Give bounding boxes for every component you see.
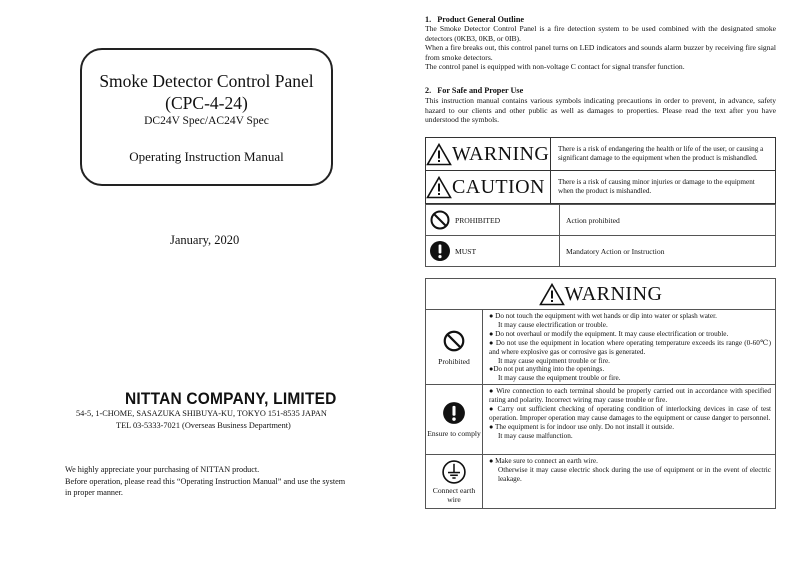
signal-desc: There is a risk of endangering the health or life of the user, or causing a significant damage to the equipment when the product is mishandled.: [551, 138, 776, 171]
list-item: ● Wire connection to each terminal should be properly carried out in accordance with specified rating and polarity. Incorrect wiring may cause trouble or fire.: [489, 387, 771, 405]
list-item: ●Do not put anything into the openings.: [489, 365, 605, 374]
company-tel: TEL 03-5333-7021 (Overseas Business Department): [116, 421, 291, 430]
list-item: ● Carry out sufficient checking of operating condition of interlocking devices in case of test operation. Improper operation may cause damages to the equipment or cause danger to personnel.: [489, 405, 771, 422]
caution-triangle-icon: [426, 176, 452, 199]
table-row: [426, 236, 776, 267]
table-row: [426, 279, 776, 310]
signal-word: CAUTION: [452, 175, 545, 198]
safe-use-paragraph: This instruction manual contains various symbols indicating precautions in order to prevent, in advance, safety hazard to our clients and other public as well as damages to properties. Please read the text after you have understood the symbols.: [425, 96, 776, 125]
list-item: ● Do not use the equipment in location where operating temperature exceeds its range (0-60℃) and where explosive gas or corrosive gas is generated.: [489, 338, 771, 356]
must-icon: [442, 401, 466, 425]
symbol-meaning: Action prohibited: [560, 205, 776, 236]
row-label: Ensure to comply: [427, 429, 481, 439]
warning-heading: WARNING: [564, 282, 663, 305]
warning-triangle-icon: [539, 283, 565, 306]
signal-word-table: [425, 137, 776, 204]
symbol-label: MUST: [455, 246, 477, 256]
warning-heading-cell: [426, 279, 776, 310]
row-label: Prohibited: [438, 356, 470, 366]
symbol-legend-table: [425, 204, 776, 267]
section-heading: 2. For Safe and Proper Use: [425, 86, 524, 95]
ensure-cell: [426, 385, 483, 455]
prohibited-icon: [429, 209, 451, 231]
earth-cell: [426, 455, 483, 509]
prohibited-cell: [426, 310, 483, 385]
warning-sign-cell: [426, 138, 551, 171]
table-row: [426, 310, 776, 385]
caution-sign-cell: [426, 171, 551, 204]
list-item: It may cause equipment trouble or fire.: [498, 356, 610, 365]
prohibited-icon: [442, 329, 466, 353]
product-title: Smoke Detector Control Panel: [99, 71, 314, 91]
symbol-meaning: Mandatory Action or Instruction: [560, 236, 776, 267]
outline-paragraph: The Smoke Detector Control Panel is a fire detection system to be used combined with the designated smoke detectors (0KB3, 0KB, or 0IB).: [425, 24, 776, 43]
warning-triangle-icon: [426, 143, 452, 166]
table-row: [426, 385, 776, 455]
company-address: 54-5, 1-CHOME, SASAZUKA SHIBUYA-KU, TOKYO 151-8535 JAPAN: [76, 409, 327, 418]
company-name: NITTAN COMPANY, LIMITED: [125, 390, 337, 409]
row-label: Connect earth wire: [432, 485, 476, 504]
section-heading: 1. Product General Outline: [425, 15, 525, 24]
power-spec: DC24V Spec/AC24V Spec: [144, 115, 269, 127]
outline-paragraph: The control panel is equipped with non-voltage C contact for signal transfer function.: [425, 62, 685, 72]
section-product-outline: [425, 15, 776, 72]
symbol-cell: [426, 205, 560, 236]
earth-list: [483, 455, 776, 509]
list-item: It may cause the equipment trouble or fire.: [498, 374, 621, 383]
earth-icon: [442, 460, 466, 484]
thank-you-note: [65, 464, 385, 499]
warning-table: [425, 278, 776, 509]
thanks-line: We highly appreciate your purchasing of NITTAN product.: [65, 465, 260, 474]
must-icon: [429, 240, 451, 262]
table-row: [426, 455, 776, 509]
list-item: ● Do not overhaul or modify the equipment. It may cause electrification or trouble.: [489, 329, 729, 338]
thanks-line: in proper manner.: [65, 488, 123, 497]
list-item: It may cause malfunction.: [498, 431, 573, 440]
list-item: Otherwise it may cause electric shock during the use of equipment or in the event of electric leakage.: [498, 466, 771, 484]
section-safe-use: [425, 86, 776, 125]
list-item: It may cause electrification or trouble.: [498, 320, 608, 329]
table-row: [426, 171, 776, 204]
model-number: (CPC-4-24): [165, 93, 248, 113]
publication-date: January, 2020: [170, 233, 240, 247]
outline-paragraph: When a fire breaks out, this control panel turns on LED indicators and sounds alarm buzzer by receiving fire signal from smoke detectors.: [425, 43, 776, 62]
table-row: [426, 138, 776, 171]
list-item: ● Make sure to connect an earth wire.: [489, 457, 598, 466]
ensure-list: [483, 385, 776, 455]
signal-desc: There is a risk of causing minor injuries or damage to the equipment when the product is mishandled.: [551, 171, 776, 204]
list-item: ● Do not touch the equipment with wet hands or dip into water or splash water.: [489, 312, 717, 320]
table-row: [426, 205, 776, 236]
symbol-cell: [426, 236, 560, 267]
prohibited-list: [483, 310, 776, 385]
symbol-label: PROHIBITED: [455, 215, 501, 225]
list-item: ● The equipment is for indoor use only. Do not install it outside.: [489, 422, 675, 431]
thanks-line: Before operation, please read this “Operating Instruction Manual” and use the system: [65, 476, 346, 486]
manual-title: Operating Instruction Manual: [129, 149, 284, 164]
cover-title-box: [80, 48, 333, 186]
signal-word: WARNING: [452, 142, 550, 165]
